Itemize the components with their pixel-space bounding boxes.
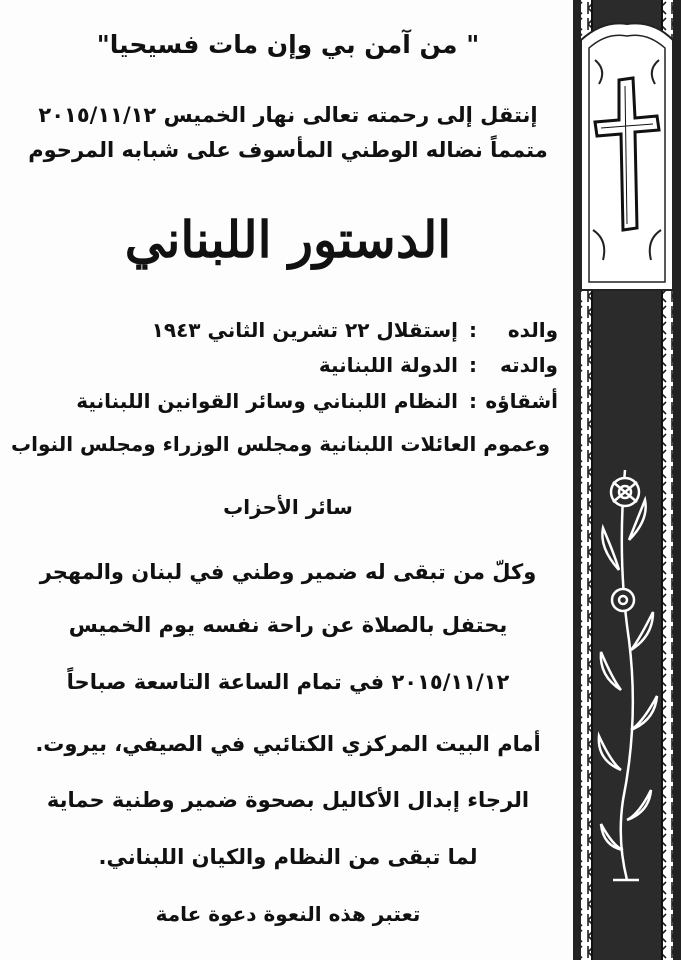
body-line: وكلّ من تبقى له ضمير وطني في لبنان والمهجر	[39, 560, 537, 584]
bible-verse: " من آمن بي وإن مات فسيحيا"	[96, 30, 480, 59]
relative-value: إستقلال ٢٢ تشرين الثاني ١٩٤٣	[151, 318, 458, 342]
relative-label: أشقاؤه	[485, 389, 558, 413]
relative-label: والدته	[500, 353, 558, 377]
body-line: يحتفل بالصلاة عن راحة نفسه يوم الخميس	[68, 613, 508, 637]
relative-separator: :	[469, 389, 477, 413]
relative-value: النظام اللبناني وسائر القوانين اللبنانية	[76, 389, 458, 413]
closing-line: تعتبر هذه النعوة دعوة عامة	[155, 902, 421, 926]
relative-value: الدولة اللبنانية	[318, 353, 458, 377]
body-line: أمام البيت المركزي الكتائبي في الصيفي، بيروت.	[35, 732, 541, 756]
relative-separator: :	[469, 353, 477, 377]
body-line: الرجاء إبدال الأكاليل بصحوة ضمير وطنية حماية	[46, 788, 530, 812]
intro-line-1: إنتقل إلى رحمته تعالى نهار الخميس ٢٠١٥/١١/١٢	[38, 103, 538, 127]
relative-label: والده	[507, 318, 558, 342]
obituary-text	[8, 0, 568, 960]
body-line: لما تبقى من النظام والكيان اللبناني.	[98, 845, 478, 869]
decorative-band	[573, 0, 681, 960]
relative-siblings	[38, 389, 558, 413]
intro-line-2: متمماً نضاله الوطني المأسوف على شبابه المرحوم	[28, 138, 548, 162]
relative-separator: :	[469, 318, 477, 342]
body-line: ٢٠١٥/١١/١٢ في تمام الساعة التاسعة صباحاً	[66, 670, 510, 694]
cross-icon	[581, 23, 673, 290]
parties-line: سائر الأحزاب	[223, 495, 353, 519]
relative-father	[38, 318, 558, 342]
relative-mother	[38, 353, 558, 377]
uncles-line: وعموم العائلات اللبنانية ومجلس الوزراء ومجلس النواب	[11, 432, 550, 456]
deceased-name: الدستور اللبناني	[124, 210, 452, 269]
